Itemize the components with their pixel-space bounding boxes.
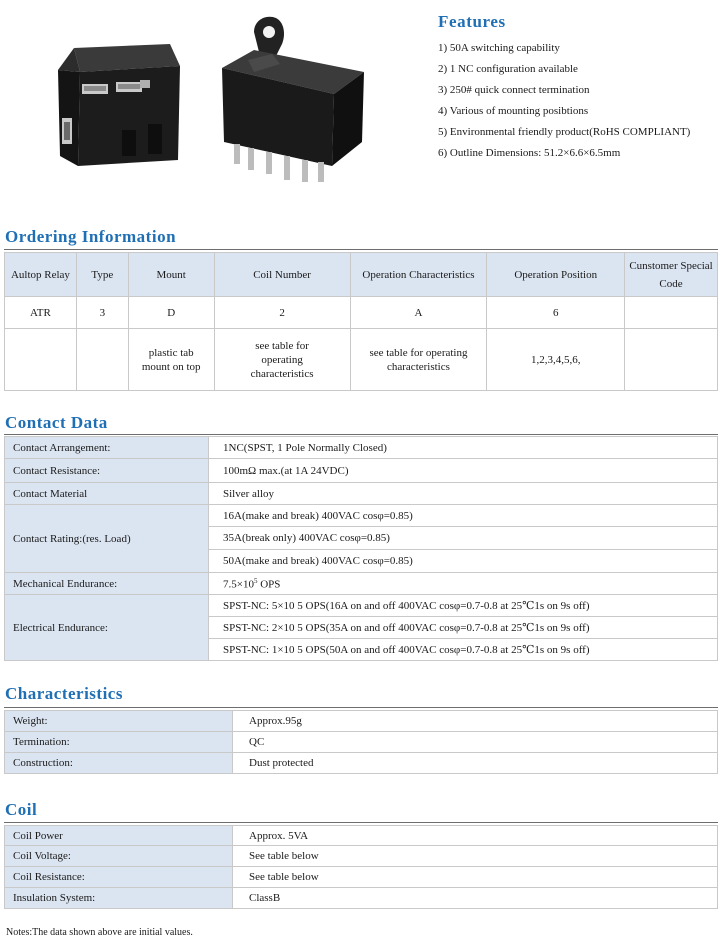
contact-resistance-value: 100mΩ max.(at 1A 24VDC) bbox=[209, 459, 718, 483]
mechanical-endurance-label: Mechanical Endurance: bbox=[5, 573, 209, 595]
coil-voltage-label: Coil Voltage: bbox=[5, 846, 233, 867]
feature-item: 1) 50A switching capability bbox=[438, 42, 560, 54]
electrical-endurance-value: SPST-NC: 1×10 5 OPS(50A on and off 400VAC cosφ=0.7-0.8 at 25℃1s on 9s off) bbox=[209, 639, 718, 661]
contact-rating-value: 50A(make and break) 400VAC cosφ=0.85) bbox=[209, 550, 718, 573]
insulation-system-value: ClassB bbox=[233, 888, 718, 909]
coil-table bbox=[4, 825, 718, 909]
desc-cell bbox=[5, 329, 77, 391]
col-header-aultop-relay: Aultop Relay bbox=[5, 253, 77, 297]
desc-cell: 1,2,3,4,5,6, bbox=[487, 329, 625, 391]
code-cell: 2 bbox=[214, 297, 350, 329]
feature-item: 4) Various of mounting posibtions bbox=[438, 105, 589, 117]
desc-cell: see table for operating characteristics bbox=[214, 329, 350, 391]
code-cell: 3 bbox=[76, 297, 128, 329]
characteristics-title: Characteristics bbox=[5, 684, 123, 703]
features-list bbox=[438, 38, 720, 164]
mechanical-endurance-value bbox=[209, 573, 718, 595]
coil-title: Coil bbox=[5, 800, 38, 819]
mechanical-endurance-base: 7.5×10 bbox=[223, 578, 254, 591]
code-cell: 6 bbox=[487, 297, 625, 329]
characteristics-rule bbox=[4, 707, 718, 708]
contact-rating-label: Contact Rating:(res. Load) bbox=[5, 505, 209, 573]
ordering-table bbox=[4, 252, 718, 391]
characteristics-row bbox=[5, 732, 718, 753]
col-header-mount: Mount bbox=[128, 253, 214, 297]
coil-voltage-value: See table below bbox=[233, 846, 718, 867]
col-header-customer-code: Cunstomer Special Code bbox=[625, 253, 718, 297]
col-header-coil-number: Coil Number bbox=[214, 253, 350, 297]
electrical-endurance-value: SPST-NC: 2×10 5 OPS(35A on and off 400VAC cosφ=0.7-0.8 at 25℃1s on 9s off) bbox=[209, 617, 718, 639]
ordering-title: Ordering Information bbox=[5, 227, 177, 246]
coil-resistance-value: See table below bbox=[233, 867, 718, 888]
coil-row bbox=[5, 826, 718, 846]
ordering-desc-row bbox=[5, 329, 718, 391]
footnote: Notes:The data shown above are initial values. bbox=[6, 927, 193, 938]
coil-row bbox=[5, 846, 718, 867]
contact-material-value: Silver alloy bbox=[209, 483, 718, 505]
electrical-endurance-label: Electrical Endurance: bbox=[5, 595, 209, 661]
coil-row bbox=[5, 888, 718, 909]
characteristics-table bbox=[4, 710, 718, 774]
ordering-rule bbox=[4, 249, 718, 250]
desc-cell: see table for operating characteristics bbox=[350, 329, 487, 391]
col-header-operation-characteristics: Operation Characteristics bbox=[350, 253, 487, 297]
features-panel bbox=[438, 12, 720, 164]
contact-arrangement-label: Contact Arrangement: bbox=[5, 437, 209, 459]
construction-label: Construction: bbox=[5, 753, 233, 774]
characteristics-row bbox=[5, 711, 718, 732]
coil-power-label: Coil Power bbox=[5, 826, 233, 846]
desc-cell bbox=[625, 329, 718, 391]
mechanical-endurance-unit: OPS bbox=[257, 578, 281, 591]
contact-resistance-label: Contact Resistance: bbox=[5, 459, 209, 483]
relay-back-photo bbox=[214, 10, 384, 195]
contact-arrangement-value: 1NC(SPST, 1 Pole Normally Closed) bbox=[209, 437, 718, 459]
mechanical-endurance-exponent: 5 bbox=[253, 576, 258, 585]
termination-label: Termination: bbox=[5, 732, 233, 753]
electrical-endurance-row bbox=[5, 595, 718, 617]
electrical-endurance-value: SPST-NC: 5×10 5 OPS(16A on and off 400VAC cosφ=0.7-0.8 at 25℃1s on 9s off) bbox=[209, 595, 718, 617]
contact-rating-value: 16A(make and break) 400VAC cosφ=0.85) bbox=[209, 505, 718, 527]
insulation-system-label: Insulation System: bbox=[5, 888, 233, 909]
contact-rating-value: 35A(break only) 400VAC cosφ=0.85) bbox=[209, 527, 718, 550]
code-cell bbox=[625, 297, 718, 329]
ordering-header-row bbox=[5, 253, 718, 297]
desc-cell bbox=[76, 329, 128, 391]
coil-row bbox=[5, 867, 718, 888]
coil-rule bbox=[4, 822, 718, 823]
contact-table bbox=[4, 436, 718, 661]
contact-arrangement-row bbox=[5, 437, 718, 459]
feature-item: 2) 1 NC configuration available bbox=[438, 63, 578, 75]
relay-front-photo bbox=[52, 34, 192, 179]
characteristics-row bbox=[5, 753, 718, 774]
ordering-code-row bbox=[5, 297, 718, 329]
code-cell: D bbox=[128, 297, 214, 329]
feature-item: 6) Outline Dimensions: 51.2×6.6×6.5mm bbox=[438, 147, 621, 159]
contact-title: Contact Data bbox=[5, 413, 108, 432]
desc-cell: plastic tab mount on top bbox=[128, 329, 214, 391]
col-header-type: Type bbox=[76, 253, 128, 297]
termination-value: QC bbox=[233, 732, 718, 753]
col-header-operation-position: Operation Position bbox=[487, 253, 625, 297]
contact-rule bbox=[4, 434, 718, 435]
feature-item: 3) 250# quick connect termination bbox=[438, 84, 590, 96]
contact-material-row bbox=[5, 483, 718, 505]
code-cell: ATR bbox=[5, 297, 77, 329]
features-title: Features bbox=[438, 12, 506, 31]
coil-resistance-label: Coil Resistance: bbox=[5, 867, 233, 888]
contact-material-label: Contact Material bbox=[5, 483, 209, 505]
weight-value: Approx.95g bbox=[233, 711, 718, 732]
weight-label: Weight: bbox=[5, 711, 233, 732]
construction-value: Dust protected bbox=[233, 753, 718, 774]
feature-item: 5) Environmental friendly product(RoHS COMPLIANT) bbox=[438, 126, 691, 138]
code-cell: A bbox=[350, 297, 487, 329]
coil-power-value: Approx. 5VA bbox=[233, 826, 718, 846]
mechanical-endurance-row bbox=[5, 573, 718, 595]
contact-rating-row bbox=[5, 505, 718, 527]
contact-resistance-row bbox=[5, 459, 718, 483]
